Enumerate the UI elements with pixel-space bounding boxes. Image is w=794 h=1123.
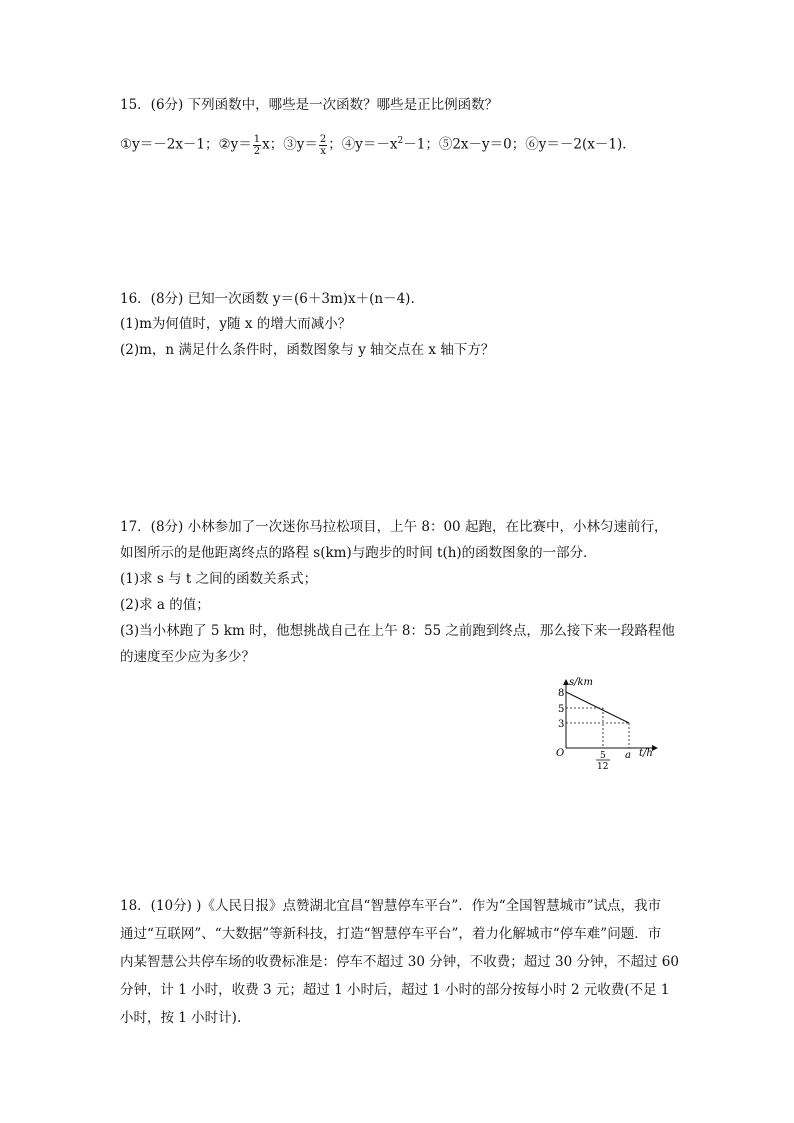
y-tick-3: 3: [558, 719, 565, 730]
x-tick-a: a: [625, 750, 631, 761]
q17-line2: 如图所示的是他距离终点的路程 s(km)与跑步的时间 t(h)的函数图象的一部分．: [120, 545, 597, 561]
q15-title: 15．(6分) 下列函数中，哪些是一次函数？哪些是正比例函数？: [120, 97, 499, 113]
q18-line1: 18．(10分) )《人民日报》点赞湖北宜昌“智慧停车平台”．作为“全国智慧城市”试点，我市: [120, 898, 662, 914]
x-tick-denominator: 12: [597, 762, 609, 772]
y-tick-8: 8: [558, 688, 565, 699]
q17-part3-cont: 的速度至少应为多少？: [120, 649, 255, 665]
q17-part2: (2)求 a 的值；: [120, 597, 210, 613]
y-tick-5: 5: [558, 704, 565, 715]
q16-part1: (1)m为何值时，y随 x 的增大而减小？: [120, 316, 352, 332]
q18-line3: 内某智慧公共停车场的收费标准是：停车不超过 30 分钟，不收费；超过 30 分钟，不超过 60: [120, 954, 679, 970]
q17-part3: (3)当小林跑了 5 km 时，他想挑战自己在上午 8：55 之前跑到终点，那么接下来一段路程他: [120, 623, 675, 639]
y-axis-label: s/km: [569, 677, 594, 688]
origin-label: O: [556, 748, 565, 759]
q15-f4: ；④y＝－x: [328, 136, 398, 153]
q15-fraction-2-over-x: $\frac{2}{x}$: [319, 133, 327, 157]
q18-line4: 分钟，计 1 小时，收费 3 元；超过 1 小时后，超过 1 小时的部分按每小时 2 元收费(不足 1: [120, 982, 670, 998]
q15-fraction-half: $\frac{1}{2}$: [253, 133, 261, 157]
q18-line2: 通过“互联网”、“大数据”等新科技，打造“智慧停车平台”，着力化解城市“停车难”问题．市: [120, 926, 662, 942]
series-line: [566, 692, 629, 723]
q15-functions: [120, 131, 636, 157]
q15-f1: ①y＝－2x－1；②y＝: [120, 136, 252, 153]
q16-part2: (2)m，n 满足什么条件时，函数图象与 y 轴交点在 x 轴下方？: [120, 342, 495, 358]
distance-time-graph: [545, 672, 665, 772]
q15-f2-tail: x；③y＝: [262, 136, 318, 153]
q15-f5: －1；⑤2x－y＝0；⑥y＝－2(x－1)．: [403, 136, 636, 153]
q15-f4-exponent: 2: [397, 136, 404, 146]
q16-title: 16．(8分) 已知一次函数 y＝(6＋3m)x＋(n－4).: [120, 291, 415, 307]
x-axis-label: t/h: [639, 748, 653, 759]
x-tick-numerator: 5: [600, 751, 606, 761]
q17-part1: (1)求 s 与 t 之间的函数关系式；: [120, 571, 318, 587]
q18-line5: 小时，按 1 小时计).: [120, 1010, 242, 1026]
q17-title: 17．(8分) 小林参加了一次迷你马拉松项目，上午 8：00 起跑，在比赛中，小林匀速前行，: [120, 519, 668, 535]
